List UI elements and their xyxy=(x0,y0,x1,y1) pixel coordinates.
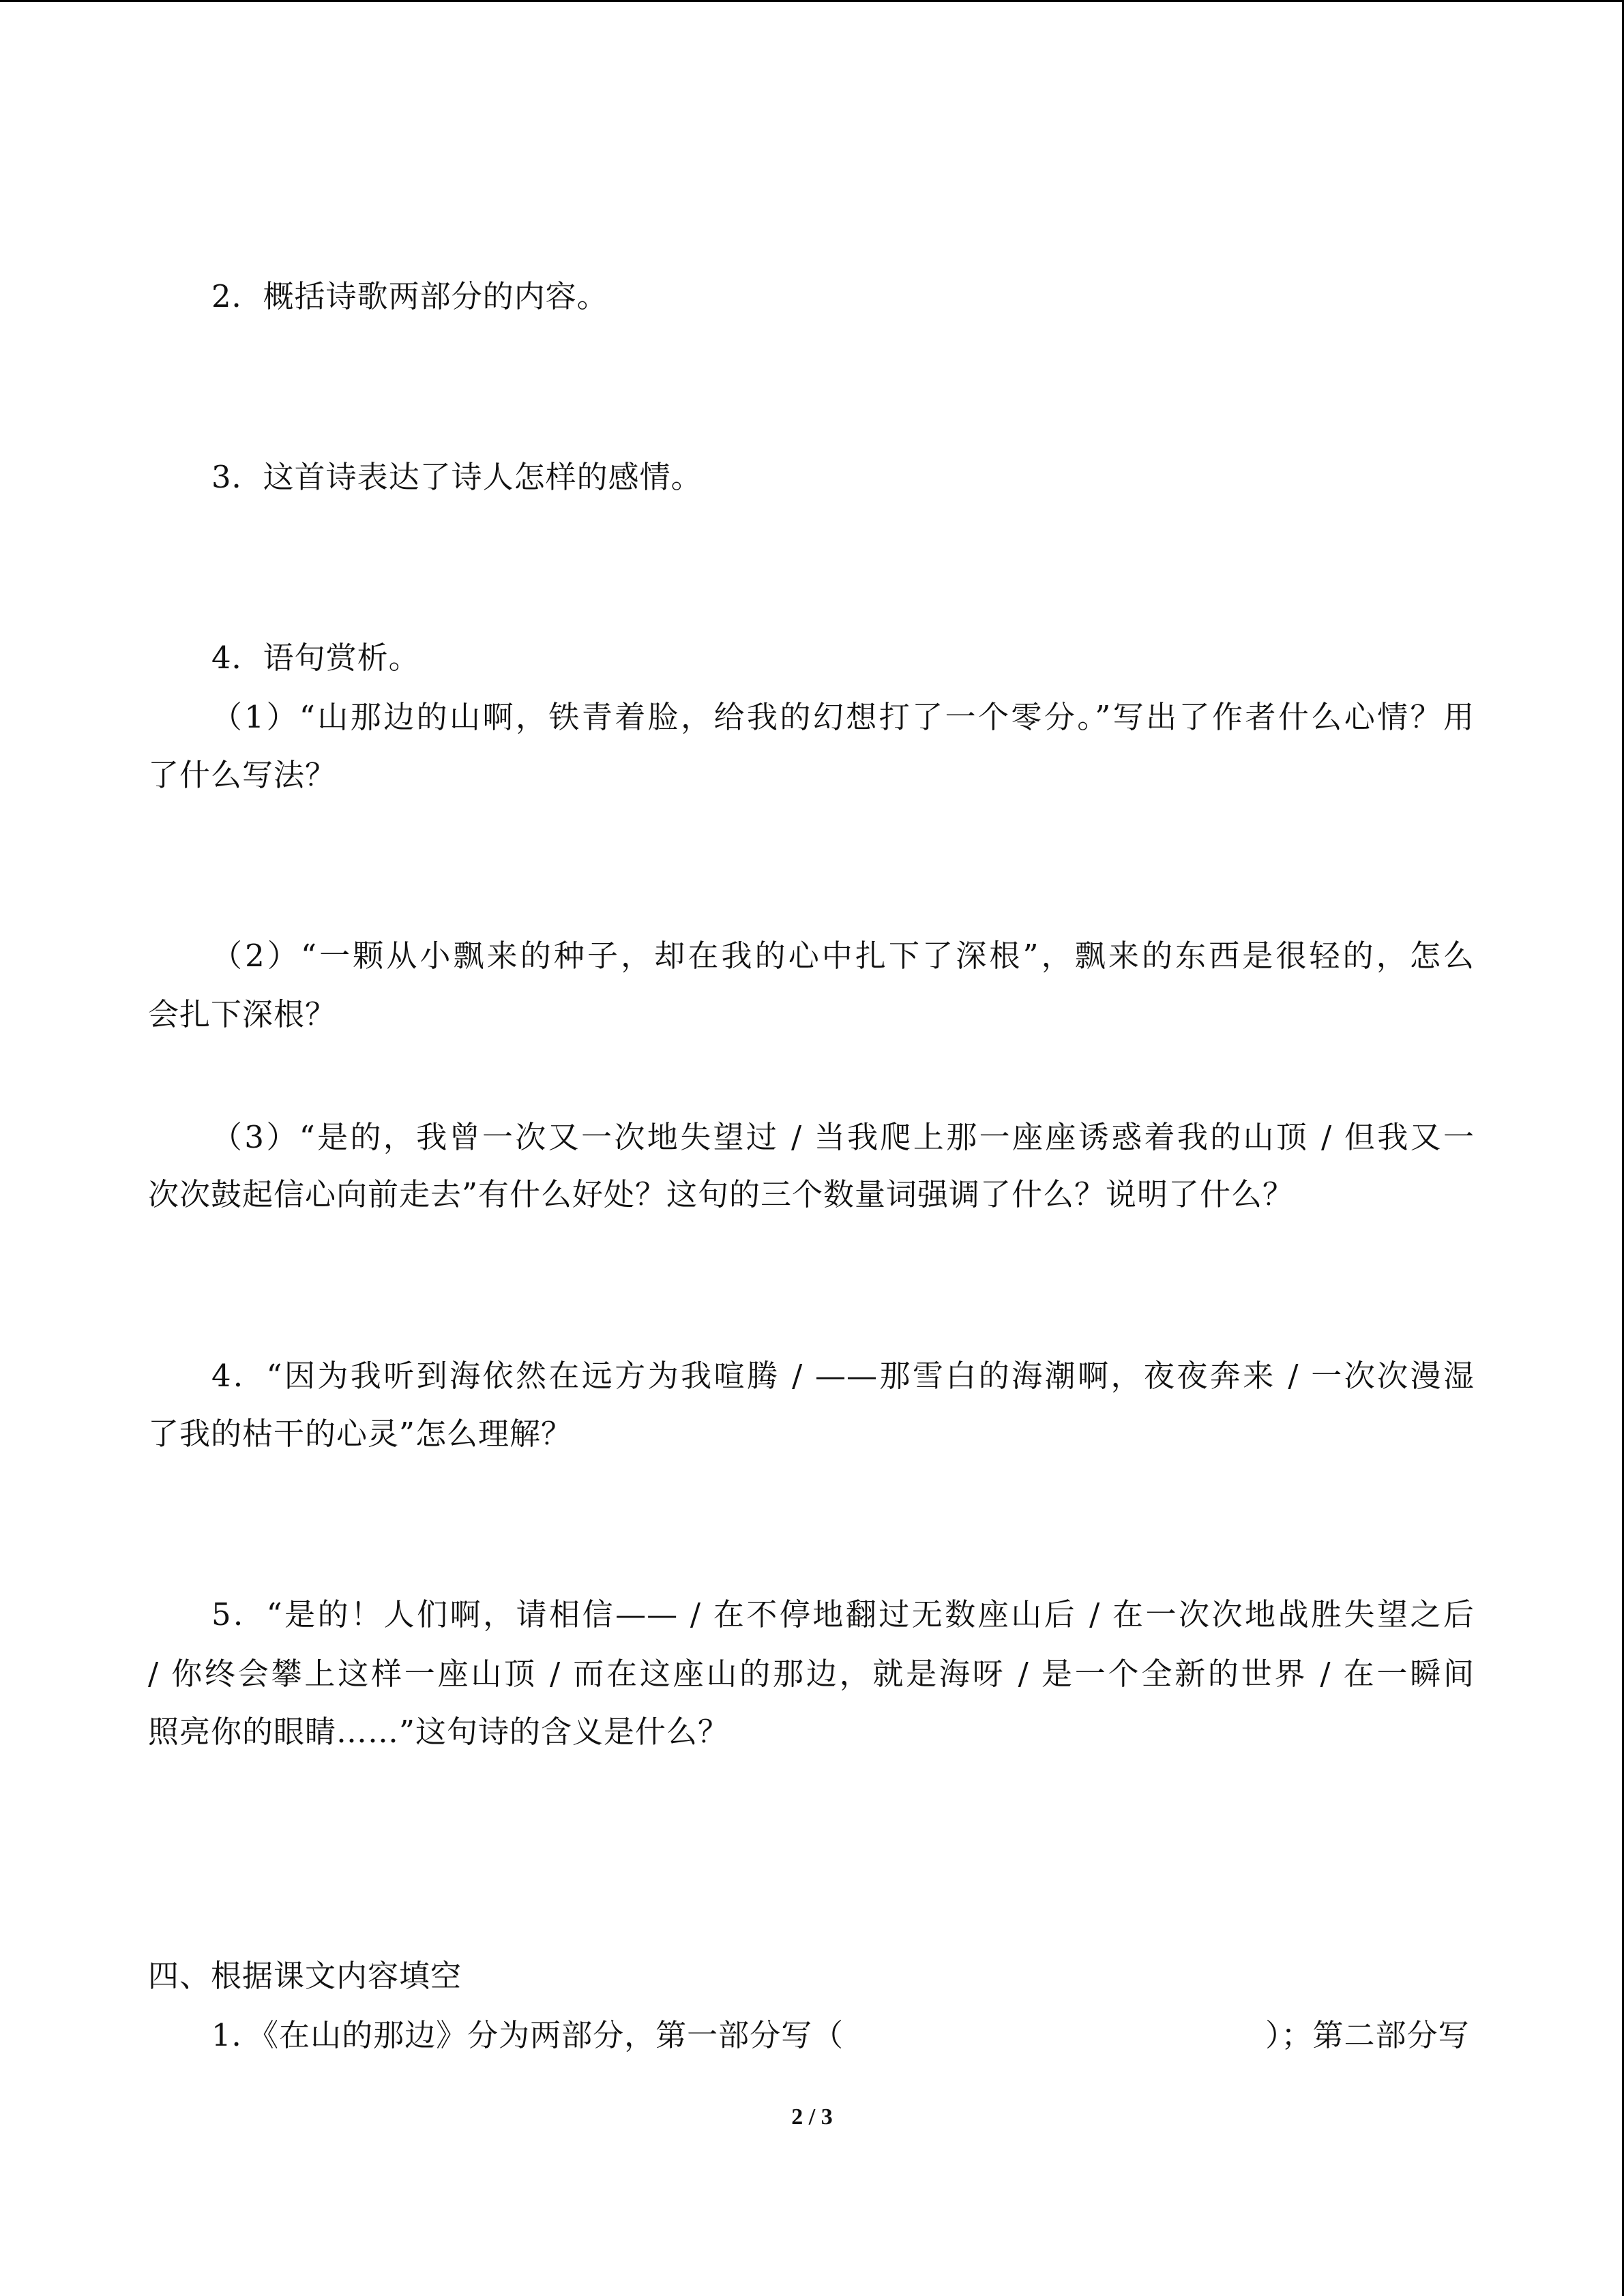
page-top-border xyxy=(0,0,1624,2)
question-4-heading: 4．语句赏析。 xyxy=(211,640,420,676)
question-5-line-2: / 你终会攀上这样一座山顶 / 而在这座山的那边，就是海呀 / 是一个全新的世界 / 在一瞬间 xyxy=(148,1656,1475,1692)
fill-1-right: ）；第二部分写 xyxy=(1265,2017,1470,2053)
fill-1-left: 1．《在山的那边》分为两部分，第一部分写（ xyxy=(211,2017,844,2053)
question-5-line-1: 5．“是的！人们啊，请相信—— / 在不停地翻过无数座山后 / 在一次次地战胜失望之后 xyxy=(211,1596,1475,1632)
question-4-2-line-1: （2）“一颗从小飘来的种子，却在我的心中扎下了深根”，飘来的东西是很轻的，怎么 xyxy=(211,938,1475,974)
question-4-3-line-2: 次次鼓起信心向前走去”有什么好处？这句的三个数量词强调了什么？说明了什么？ xyxy=(148,1176,1295,1212)
question-4-2-line-2: 会扎下深根？ xyxy=(148,996,337,1032)
question-2: 2．概括诗歌两部分的内容。 xyxy=(211,278,608,314)
question-4-1-line-1: （1）“山那边的山啊，铁青着脸，给我的幻想打了一个零分。”写出了作者什么心情？用 xyxy=(211,699,1475,735)
question-5-line-3: 照亮你的眼睛……”这句诗的含义是什么？ xyxy=(148,1714,730,1750)
question-4-4-line-1: 4．“因为我听到海依然在远方为我喧腾 / ——那雪白的海潮啊，夜夜奔来 / 一次次漫湿 xyxy=(211,1358,1475,1394)
page-number: 2 / 3 xyxy=(791,2104,833,2130)
question-4-4-line-2: 了我的枯干的心灵”怎么理解？ xyxy=(148,1416,573,1452)
section-4-heading: 四、根据课文内容填空 xyxy=(148,1958,462,1994)
question-4-1-line-2: 了什么写法？ xyxy=(148,757,337,793)
question-3: 3．这首诗表达了诗人怎样的感情。 xyxy=(211,459,703,495)
question-4-3-line-1: （3）“是的，我曾一次又一次地失望过 / 当我爬上那一座座诱惑着我的山顶 / 但我又一 xyxy=(211,1119,1475,1155)
